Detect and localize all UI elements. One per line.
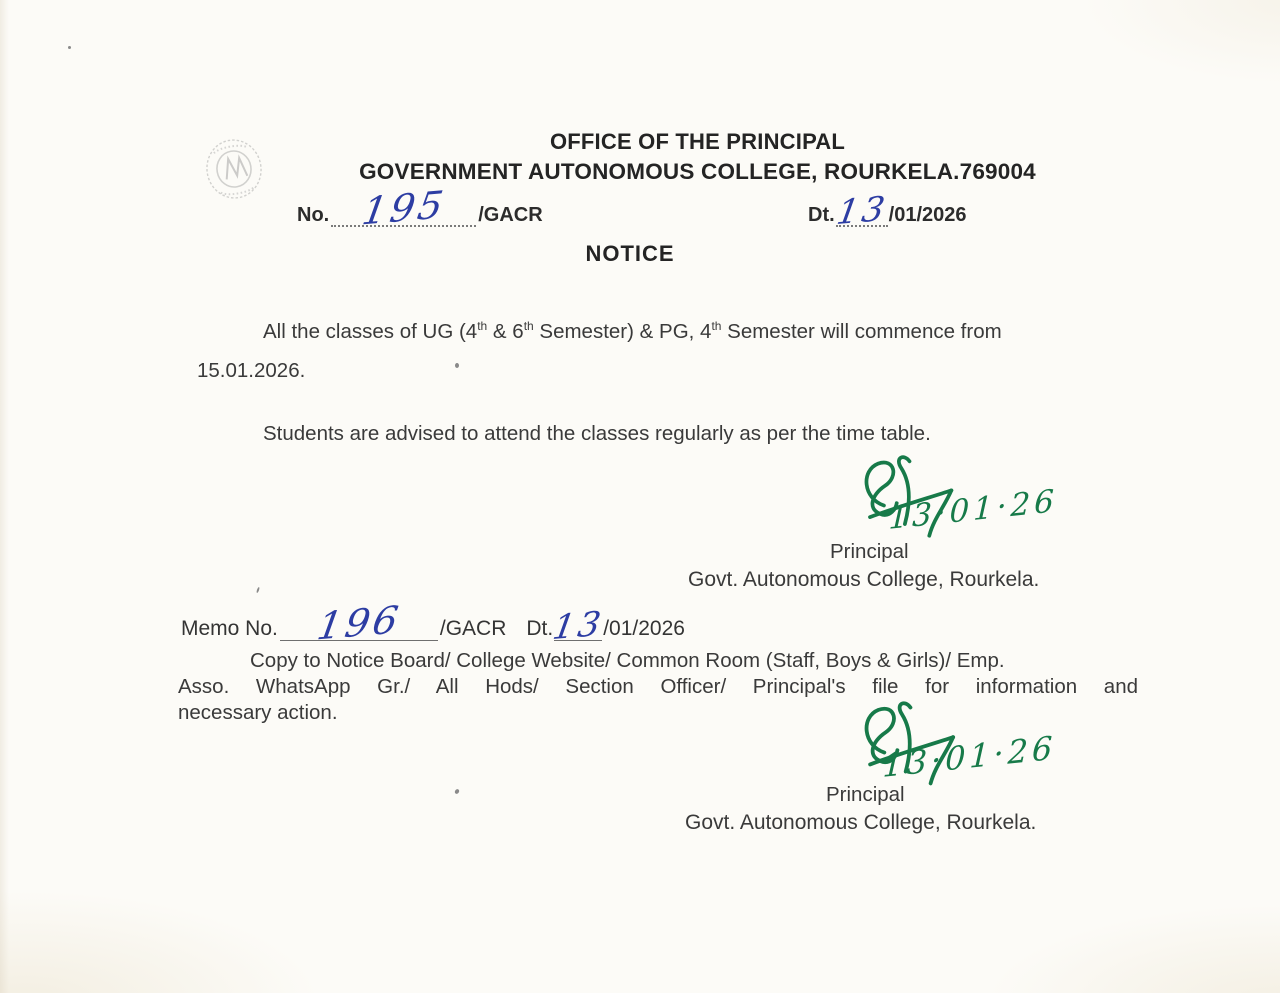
para1-seg3: Semester) & PG, 4	[533, 320, 712, 343]
notice-heading: NOTICE	[585, 241, 675, 266]
body-paragraph-2: Students are advised to attend the classes regularly as per the time table.	[263, 422, 931, 445]
body-paragraph-1-line-1	[263, 320, 1002, 344]
no-label: No.	[297, 204, 330, 226]
date-suffix: /01/2026	[888, 204, 967, 226]
scan-artifact	[454, 788, 460, 794]
memo-blank-line	[280, 597, 438, 649]
signature-2-title: Principal	[826, 783, 905, 806]
scan-artifact	[455, 363, 459, 368]
superscript-th: th	[711, 319, 722, 334]
copy-to-line-2: Asso. WhatsApp Gr./ All Hods/ Section Officer/ Principal's file for information and	[178, 675, 1138, 698]
para1-seg2: & 6	[487, 320, 524, 343]
dt-blank-line	[833, 188, 891, 233]
college-seal-icon	[198, 131, 271, 207]
memo-dt-label: Dt.	[526, 616, 554, 640]
superscript-th: th	[477, 319, 488, 334]
para1-seg1: All the classes of UG (4	[263, 320, 478, 343]
date-row	[808, 188, 967, 233]
memo-gacr-suffix: /GACR	[439, 616, 507, 640]
signature-1-title: Principal	[830, 540, 909, 563]
superscript-th: th	[523, 319, 534, 334]
copy-to-line-3: necessary action.	[178, 701, 338, 724]
office-title: OFFICE OF THE PRINCIPAL	[549, 129, 846, 154]
dt-label: Dt.	[808, 204, 835, 226]
signature-2-org: Govt. Autonomous College, Rourkela.	[685, 811, 1037, 834]
handwritten-memo-date-day: 13	[550, 603, 607, 648]
college-seal	[198, 131, 271, 207]
memo-number-row	[181, 597, 685, 649]
signature-1-org: Govt. Autonomous College, Rourkela.	[688, 568, 1040, 591]
college-title: GOVERNMENT AUTONOMOUS COLLEGE, ROURKELA.769004	[359, 159, 1036, 184]
handwritten-date-day: 13	[833, 188, 891, 233]
memo-dt-blank-line	[550, 603, 607, 648]
signature-1-handwritten-date: 13·01·26	[888, 482, 1059, 537]
signature-2-handwritten-date: 13·01·26	[881, 728, 1057, 786]
no-blank-line	[331, 182, 476, 234]
memo-date-suffix: /01/2026	[603, 616, 685, 640]
ref-number-row	[297, 182, 543, 234]
handwritten-ref-number: 195	[358, 182, 449, 234]
scan-artifact	[256, 587, 260, 593]
handwritten-memo-number: 196	[313, 597, 405, 649]
para1-seg4: Semester will commence from	[721, 320, 1002, 343]
memo-label: Memo No.	[181, 616, 278, 640]
gacr-suffix: /GACR	[478, 204, 543, 226]
scan-artifact	[68, 46, 71, 49]
body-paragraph-1-line-2: 15.01.2026.	[197, 359, 306, 382]
copy-to-line-1: Copy to Notice Board/ College Website/ Common Room (Staff, Boys & Girls)/ Emp.	[250, 649, 1005, 672]
